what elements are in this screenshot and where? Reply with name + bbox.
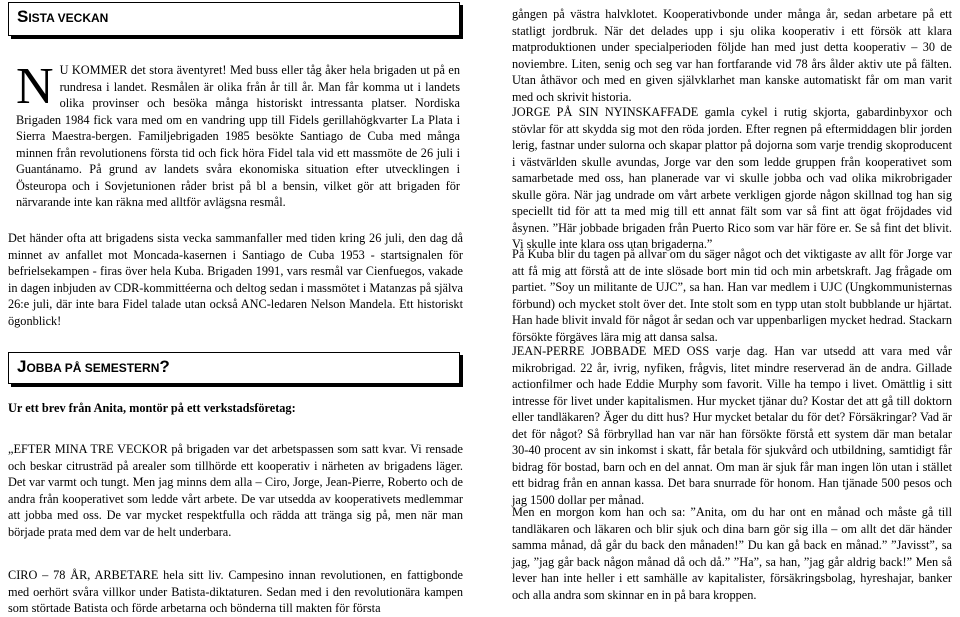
heading-initial: S bbox=[17, 7, 29, 26]
paragraph-ciro: CIRO – 78 ÅR, ARBETARE hela sitt liv. Campesino innan revolutionen, en fattigbonde med oerhört svåra villkor under Batista-diktaturen. Sedan med i den revolutionära kampen som störtade Batista och förde arbetarna och bönderna till makten för första bbox=[8, 568, 463, 615]
paragraph-arbetspass: „EFTER MINA TRE VECKOR på brigaden var det arbetspassen som satt kvar. Vi rensade och beskar citrusträd på arealer som tillhörde ett kooperativ i närheten av brigadens läger. Det var varmt och tungt. Men jag minns dem alla – Ciro, Jorge, Jean-Pierre, Roberto och de andra från kooperativet som ledde vårt arbete. De var utsedda av kooperativets medlemmar att jobba med oss. De var mycket respektfulla och rädda att tränga sig på, men när man började prata med dem var de helt underbara. bbox=[8, 442, 463, 539]
drop-cap: N bbox=[16, 58, 54, 115]
section-heading-sista-veckan bbox=[8, 2, 460, 36]
letter-intro: Ur ett brev från Anita, montör på ett verkstadsföretag: bbox=[8, 401, 296, 415]
section-heading-jobba: JOBBA PÅ SEMESTERN? bbox=[8, 352, 460, 384]
paragraph-jean-perre: JEAN-PERRE JOBBADE MED OSS varje dag. Han var utsedd att vara med vår mikrobrigad. 22 år, ivrig, nyfiken, frågvis, litet mindre reserverad än de andra. Gillade actionfilmer och hade Eddie Murphy som favorit. Ville ha tempo i livet. Omättlig i sitt intresse för livet under kapitalismen. Hur mycket tjänar du? Kostar det att gå till doktorn eller tandläkaren? Äger du ditt hus? Hur mycket betalar du för det? Försäkringar? Vad är det för något? Så förbryllad han var när han försökte förstå ett system där man betalar 30-40 procent av sin inkomst i skatt, får betala för sjukvård och utbildning, samtidigt får bidrag för bostad, barn och en del annat. Om man är sjuk får man ingen lön utan i stället ett bidrag från en annan kassa. Det bara snurrade för honom. Han tjänade 500 pesos och jag 1500 dollar per månad. bbox=[512, 344, 952, 507]
paragraph-morgon: Men en morgon kom han och sa: ”Anita, om du har ont en månad och måste gå till tandläkaren och läkaren och blir sjuk och dina barn gör sig illa – om allt det där händer samma månad, då går du back den månaden!” Du kan gå back en månad.” ”Javisst”, sa jag, ”jag går back någon månad då och då.” ”Ha”, sa han, ”jag går aldrig back!” Men så lever han inte heller i ett samhälle av kapitalister, försäkringsbolag, hyreshajar, banker och alla andra som skinnar en in på bara kroppen. bbox=[512, 505, 952, 602]
heading-rest: ISTA VECKAN bbox=[28, 11, 109, 25]
paragraph-kuba: På Kuba blir du tagen på allvar om du säger något och det viktigaste av allt för Jorge var att få mig att förstå att de inte slösade bort min tid och min arbetskraft. Jag frågade om partiet. ”Soy un militante de UJC”, sa han. Han var medlem i UJC (Ungkommunisternas förbund) och mycket stolt över det. Inte stolt som en typp utan stolt bubblande ur hjärtat. Han hade blivit invald för något år sedan och var uppenbarligen mycket hedrad. Stackarn försökte förgäves lära mig att dansa salsa. bbox=[512, 247, 952, 344]
paragraph-jorge: JORGE PÅ SIN NYINSKAFFADE gamla cykel i rutig skjorta, gabardinbyxor och stövlar för att skydda sig mot den röda jorden. Efter regnen på eftermiddagen blir jorden lerig, fastnar under sulorna och skapar plattor på dojorna som varje trendig skoproducent i västvärlden skulle avundas, Jorge var den som ledde gruppen från kooperativet som samarbetade med oss, han planerade var vi skulle jobba och vad olika mikrobrigader skulle göra. När jag undrade om vårt arbete verkligen gjorde någon skillnad tog han sig speciellt tid för att ta med mig till ett annat fält som var så fint att ögat fröjdades vid åsynen. ”Här jobbade brigaden från Puerto Rico som var här före er. Se så fint det blivit. Vi skulle inte klara oss utan brigaderna.” bbox=[512, 105, 953, 251]
paragraph-ciro-continued: gången på västra halvklotet. Kooperativbonde under många år, sedan arbetare på ett statligt jordbruk. När det delades upp i sju olika kooperativ i ett försök att klara matproduktionen under specialperioden följde han med just detta kooperativ – 30 de noviembre. Liten, senig och seg var han fortfarande vid 78 års ålder aktiv ute på fälten. Utan åthävor och med en given självklarhet man kanske automatiskt får om man varit med och skrivit historia. bbox=[512, 7, 952, 104]
paragraph-intro: N U KOMMER det stora äventyret! Med buss eller tåg åker hela brigaden ut på en rundresa i landet. Resmålen är olika från år till år. Man får komma ut i landets olika provinser och besöka många historiskt intressanta platser. Nordiska Brigaden 1984 fick vara med om en vandring upp till Fidels gerillahögkvarter La Plata i Sierra Maestra-bergen. Familjebrigaden 1985 besökte Santiago de Cuba med många minnen från revolutionens första tid och fick höra Fidel tala vid ett massmöte de 26 juli i Guantánamo. På grund av landets svåra ekonomiska situation efter utvecklingen i Östeuropa och i Sovjetunionen råder brist på bl a bensin, vilket gör att brigaden för närvarande inte kan räkna med alltför avlägsna resmål. bbox=[16, 58, 460, 209]
paragraph-moncada: Det händer ofta att brigadens sista vecka sammanfaller med tiden kring 26 juli, den dag då minnet av anfallet mot Moncada-kasernen i Santiago de Cuba 1953 - startsignalen för befrielsekampen - firas över hela Kuba. Brigaden 1991, vars resmål var Cienfuegos, vakade in dagen inbjuden av CDR-kommittéerna och deltog sedan i massmötet i Matanzas på själva 26:e juli, där inte bara Fidel talade utan också ANC-ledaren Nelson Mandela. Ett historiskt ögonblick! bbox=[8, 231, 463, 328]
